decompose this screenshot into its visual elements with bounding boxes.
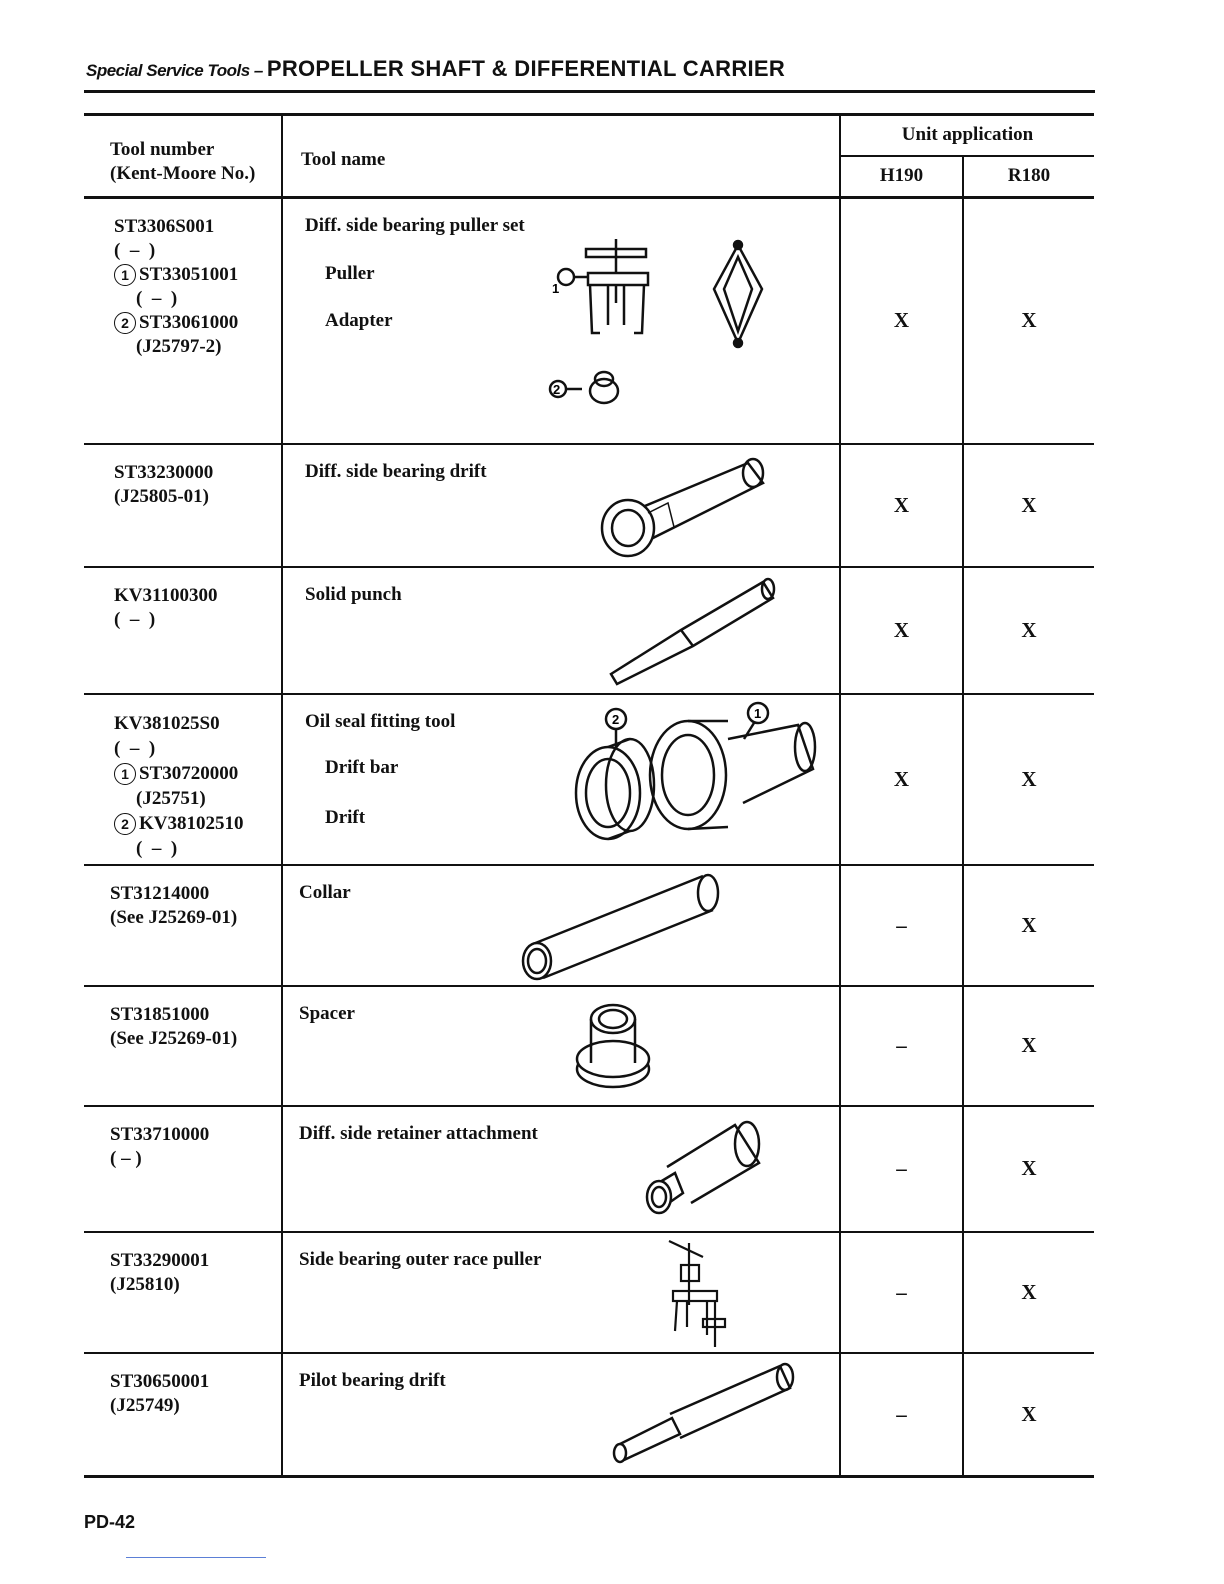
- table-row: [84, 567, 1094, 694]
- r180-cell: X: [963, 444, 1094, 567]
- tool-name-cell: Pilot bearing drift: [282, 1353, 840, 1477]
- tool-number-cell: ST3306S001 ( – ) 1 ST33051001 ( – ) 2 ST33061000 (J25797-2): [84, 198, 282, 444]
- svg-text:2: 2: [553, 382, 561, 397]
- header-subtitle: Special Service Tools –: [86, 61, 263, 80]
- outer-race-puller-icon: [663, 1235, 733, 1350]
- tool-name-cell: Diff. side bearing drift: [282, 444, 840, 567]
- spacer-icon: [573, 997, 663, 1097]
- table-row: [84, 198, 1094, 444]
- page-number: PD-42: [84, 1512, 136, 1532]
- retainer-attachment-icon: [641, 1117, 771, 1222]
- tool-number-cell: KV381025S0 ( – ) 1 ST30720000 (J25751) 2 KV38102510 ( – ): [84, 694, 282, 865]
- tool-name-cell: Diff. side bearing puller set Puller Adapter 1 2: [282, 198, 840, 444]
- r180-cell: X: [963, 986, 1094, 1106]
- footer-line: [126, 1557, 266, 1558]
- col-tool-name: Tool name: [282, 115, 840, 198]
- h190-cell: –: [840, 1106, 963, 1232]
- svg-text:2: 2: [612, 711, 620, 727]
- h190-cell: –: [840, 986, 963, 1106]
- table-row: [84, 694, 1094, 865]
- h190-cell: –: [840, 1232, 963, 1353]
- callout-1-icon: 1: [114, 763, 136, 785]
- h190-cell: X: [840, 198, 963, 444]
- table-row: [84, 1353, 1094, 1477]
- r180-cell: X: [963, 694, 1094, 865]
- table-row: [84, 865, 1094, 986]
- col-r180: R180: [963, 156, 1094, 198]
- r180-cell: X: [963, 865, 1094, 986]
- table-row: [84, 1106, 1094, 1232]
- solid-punch-icon: [603, 574, 783, 689]
- svg-text:1: 1: [754, 705, 762, 721]
- svg-text:1: 1: [552, 281, 560, 296]
- callout-2-icon: 2: [114, 312, 136, 334]
- table-row: [84, 444, 1094, 567]
- tool-name-cell: Collar: [282, 865, 840, 986]
- r180-cell: X: [963, 1353, 1094, 1477]
- tool-number-cell: ST33290001 (J25810): [84, 1232, 282, 1353]
- tool-number-cell: ST33710000 ( – ): [84, 1106, 282, 1232]
- r180-cell: X: [963, 567, 1094, 694]
- h190-cell: X: [840, 694, 963, 865]
- tool-name-cell: Solid punch: [282, 567, 840, 694]
- col-unit-application: Unit application: [840, 115, 1094, 156]
- callout-1-icon: 1: [114, 264, 136, 286]
- table-row: [84, 986, 1094, 1106]
- tool-name-cell: Diff. side retainer attachment: [282, 1106, 840, 1232]
- special-tools-table: [84, 113, 1094, 1478]
- pilot-bearing-drift-icon: [608, 1360, 798, 1470]
- tool-name-cell: Oil seal fitting tool Drift bar Drift 2 1: [282, 694, 840, 865]
- puller-set-icon: [548, 233, 788, 423]
- h190-cell: –: [840, 865, 963, 986]
- tool-name-cell: Side bearing outer race puller: [282, 1232, 840, 1353]
- h190-cell: X: [840, 567, 963, 694]
- h190-cell: X: [840, 444, 963, 567]
- r180-cell: X: [963, 1232, 1094, 1353]
- page-header: [86, 56, 1094, 92]
- oil-seal-fitting-tool-icon: [568, 699, 828, 859]
- r180-cell: X: [963, 1106, 1094, 1232]
- table-row: [84, 1232, 1094, 1353]
- bearing-drift-icon: [598, 453, 778, 563]
- header-rule: [84, 90, 1095, 93]
- tool-number-cell: ST31214000 (See J25269-01): [84, 865, 282, 986]
- r180-cell: X: [963, 198, 1094, 444]
- tool-name-cell: Spacer: [282, 986, 840, 1106]
- col-h190: H190: [840, 156, 963, 198]
- collar-icon: [517, 870, 727, 985]
- tool-number-cell: ST33230000 (J25805-01): [84, 444, 282, 567]
- tool-number-cell: KV31100300 ( – ): [84, 567, 282, 694]
- header-title: PROPELLER SHAFT & DIFFERENTIAL CARRIER: [266, 56, 786, 81]
- col-tool-number: Tool number (Kent-Moore No.): [84, 115, 282, 198]
- tool-number-cell: ST31851000 (See J25269-01): [84, 986, 282, 1106]
- tool-number-cell: ST30650001 (J25749): [84, 1353, 282, 1477]
- callout-2-icon: 2: [114, 813, 136, 835]
- h190-cell: –: [840, 1353, 963, 1477]
